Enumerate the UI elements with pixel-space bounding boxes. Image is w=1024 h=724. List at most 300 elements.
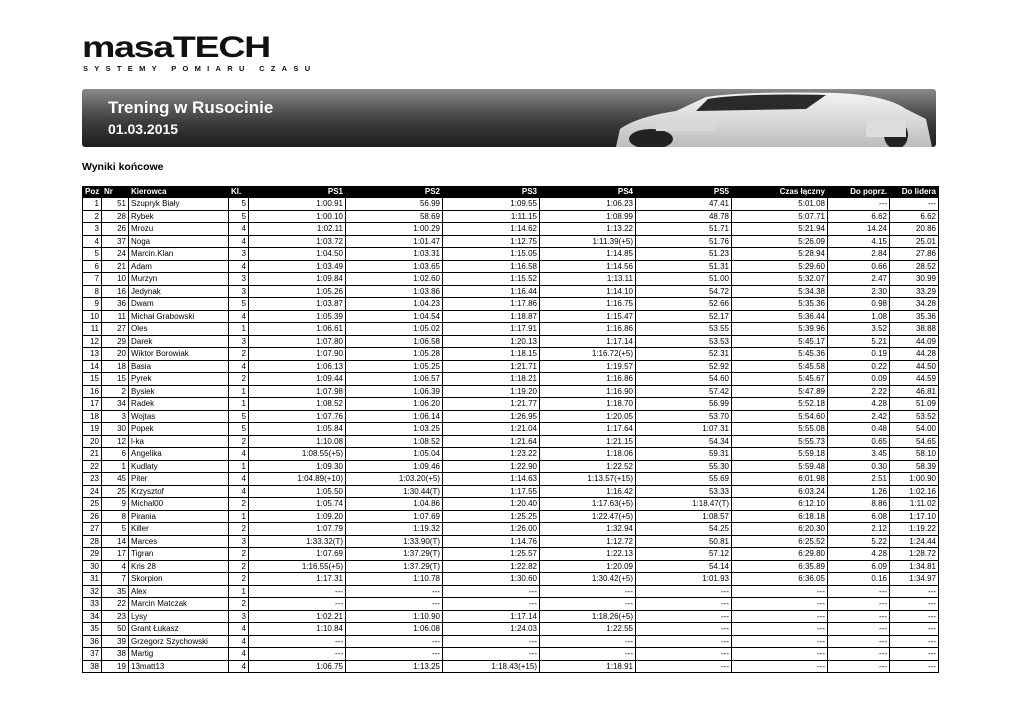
column-header-driver: Kierowca [129, 187, 229, 198]
cell-ps1: 1:02.21 [249, 610, 346, 623]
cell-nr: 18 [102, 360, 129, 373]
cell-gap-prev: 5.21 [828, 335, 890, 348]
cell-ps3: 1:14.62 [443, 223, 540, 236]
cell-ps1: 1:03.49 [249, 260, 346, 273]
cell-pos: 8 [83, 285, 102, 298]
cell-ps1: 1:07.90 [249, 348, 346, 361]
cell-ps5: 54.34 [636, 435, 732, 448]
cell-pos: 23 [83, 473, 102, 486]
cell-gap-prev: 0.09 [828, 373, 890, 386]
cell-pos: 25 [83, 498, 102, 511]
cell-ps5: --- [636, 648, 732, 661]
cell-ps4: 1:17.64 [540, 423, 636, 436]
cell-total-time: 6:03.24 [732, 485, 828, 498]
cell-total-time: --- [732, 648, 828, 661]
cell-ps4: 1:16.75 [540, 298, 636, 311]
cell-driver: Popek [129, 423, 229, 436]
cell-driver: Grzegorz Szychowski [129, 635, 229, 648]
cell-total-time: --- [732, 660, 828, 673]
cell-class: 4 [229, 648, 249, 661]
cell-ps2: 1:05.04 [346, 448, 443, 461]
cell-ps4: 1:17.14 [540, 335, 636, 348]
cell-driver: Bysiek [129, 385, 229, 398]
cell-ps2: 1:01.47 [346, 235, 443, 248]
cell-ps3: 1:14.63 [443, 473, 540, 486]
cell-gap-prev: 6.62 [828, 210, 890, 223]
cell-total-time: 6:25.52 [732, 535, 828, 548]
cell-ps2: 1:13.25 [346, 660, 443, 673]
table-row [83, 398, 939, 411]
cell-gap-leader: 34.28 [890, 298, 939, 311]
cell-pos: 28 [83, 535, 102, 548]
cell-ps1: --- [249, 585, 346, 598]
table-row [83, 323, 939, 336]
cell-total-time: 5:32.07 [732, 273, 828, 286]
cell-nr: 30 [102, 423, 129, 436]
cell-ps2: 1:05.25 [346, 360, 443, 373]
cell-driver: Darek [129, 335, 229, 348]
cell-gap-prev: --- [828, 610, 890, 623]
cell-ps2: 1:00.29 [346, 223, 443, 236]
cell-pos: 21 [83, 448, 102, 461]
cell-ps2: 1:06.14 [346, 410, 443, 423]
cell-driver: Alex [129, 585, 229, 598]
table-row [83, 235, 939, 248]
cell-nr: 5 [102, 523, 129, 536]
cell-driver: Mrozu [129, 223, 229, 236]
cell-total-time: 6:20.30 [732, 523, 828, 536]
cell-gap-leader: 54.00 [890, 423, 939, 436]
cell-nr: 29 [102, 335, 129, 348]
cell-driver: Basia [129, 360, 229, 373]
cell-ps2: 1:03.25 [346, 423, 443, 436]
cell-nr: 22 [102, 598, 129, 611]
cell-ps2: 1:10.90 [346, 610, 443, 623]
cell-class: 1 [229, 385, 249, 398]
cell-nr: 11 [102, 310, 129, 323]
cell-gap-prev: --- [828, 648, 890, 661]
cell-pos: 29 [83, 548, 102, 561]
cell-ps4: --- [540, 635, 636, 648]
cell-nr: 20 [102, 348, 129, 361]
cell-nr: 8 [102, 510, 129, 523]
event-banner [82, 89, 936, 147]
cell-ps3: 1:16.58 [443, 260, 540, 273]
cell-ps2: 1:05.28 [346, 348, 443, 361]
cell-driver: Lysy [129, 610, 229, 623]
column-header-ps4: PS4 [540, 187, 636, 198]
event-title: Trening w Rusocinie [108, 98, 274, 117]
cell-ps2: 1:08.52 [346, 435, 443, 448]
cell-ps3: 1:22.90 [443, 460, 540, 473]
cell-class: 2 [229, 560, 249, 573]
cell-class: 4 [229, 235, 249, 248]
cell-ps3: 1:17.55 [443, 485, 540, 498]
cell-ps4: 1:22.52 [540, 460, 636, 473]
cell-ps4: 1:17.63(+5) [540, 498, 636, 511]
cell-class: 4 [229, 310, 249, 323]
cell-ps4: 1:20.09 [540, 560, 636, 573]
cell-ps1: 1:10.08 [249, 435, 346, 448]
cell-ps2: --- [346, 648, 443, 661]
cell-ps3: --- [443, 648, 540, 661]
cell-class: 1 [229, 398, 249, 411]
cell-ps4: 1:20.05 [540, 410, 636, 423]
cell-total-time: 6:36.05 [732, 573, 828, 586]
cell-driver: Killer [129, 523, 229, 536]
cell-gap-prev: 6.09 [828, 560, 890, 573]
cell-ps4: 1:15.47 [540, 310, 636, 323]
table-row [83, 285, 939, 298]
cell-gap-prev: 1.08 [828, 310, 890, 323]
table-row [83, 435, 939, 448]
cell-pos: 7 [83, 273, 102, 286]
cell-pos: 30 [83, 560, 102, 573]
cell-pos: 26 [83, 510, 102, 523]
cell-ps1: 1:05.84 [249, 423, 346, 436]
cell-driver: Grant Łukasz [129, 623, 229, 636]
cell-ps1: 1:09.44 [249, 373, 346, 386]
cell-class: 2 [229, 598, 249, 611]
cell-ps2: 1:04.86 [346, 498, 443, 511]
cell-pos: 11 [83, 323, 102, 336]
cell-total-time: 5:26.09 [732, 235, 828, 248]
cell-gap-leader: --- [890, 198, 939, 211]
cell-ps5: 59.31 [636, 448, 732, 461]
cell-pos: 3 [83, 223, 102, 236]
cell-total-time: 5:36.44 [732, 310, 828, 323]
cell-class: 5 [229, 198, 249, 211]
cell-total-time: 6:01.98 [732, 473, 828, 486]
table-row [83, 598, 939, 611]
cell-ps5: 54.14 [636, 560, 732, 573]
cell-ps2: 1:33.90(T) [346, 535, 443, 548]
cell-gap-prev: 14.24 [828, 223, 890, 236]
cell-ps4: 1:18.91 [540, 660, 636, 673]
cell-ps1: 1:33.32(T) [249, 535, 346, 548]
cell-class: 5 [229, 298, 249, 311]
cell-ps4: 1:13.22 [540, 223, 636, 236]
cell-nr: 12 [102, 435, 129, 448]
cell-driver: Adam [129, 260, 229, 273]
cell-class: 4 [229, 360, 249, 373]
cell-total-time: 5:21.94 [732, 223, 828, 236]
table-row [83, 360, 939, 373]
cell-gap-prev: 0.30 [828, 460, 890, 473]
cell-class: 3 [229, 535, 249, 548]
cell-ps4: 1:14.56 [540, 260, 636, 273]
cell-gap-prev: --- [828, 660, 890, 673]
cell-gap-prev: 8.86 [828, 498, 890, 511]
cell-gap-leader: 27.86 [890, 248, 939, 261]
cell-class: 2 [229, 435, 249, 448]
cell-pos: 19 [83, 423, 102, 436]
cell-ps3: --- [443, 635, 540, 648]
cell-total-time: 5:45.58 [732, 360, 828, 373]
table-row [83, 460, 939, 473]
column-header-gap-leader: Do lidera [890, 187, 939, 198]
cell-ps4: 1:12.72 [540, 535, 636, 548]
table-row [83, 535, 939, 548]
cell-ps2: 1:05.02 [346, 323, 443, 336]
cell-driver: Marcin Matczak [129, 598, 229, 611]
cell-ps5: 51.23 [636, 248, 732, 261]
table-row [83, 660, 939, 673]
cell-nr: 26 [102, 223, 129, 236]
cell-ps5: --- [636, 585, 732, 598]
table-row [83, 648, 939, 661]
cell-ps1: 1:07.80 [249, 335, 346, 348]
cell-gap-prev: 4.15 [828, 235, 890, 248]
cell-class: 3 [229, 285, 249, 298]
cell-gap-prev: --- [828, 635, 890, 648]
cell-ps1: 1:09.84 [249, 273, 346, 286]
cell-pos: 15 [83, 373, 102, 386]
cell-ps3: 1:22.82 [443, 560, 540, 573]
cell-class: 2 [229, 573, 249, 586]
cell-gap-leader: 1:17.10 [890, 510, 939, 523]
cell-ps3: 1:23.22 [443, 448, 540, 461]
column-header-ps1: PS1 [249, 187, 346, 198]
cell-pos: 5 [83, 248, 102, 261]
cell-ps3: 1:21.77 [443, 398, 540, 411]
cell-nr: 1 [102, 460, 129, 473]
cell-class: 2 [229, 523, 249, 536]
cell-ps5: 54.25 [636, 523, 732, 536]
cell-ps3: 1:15.52 [443, 273, 540, 286]
cell-nr: 50 [102, 623, 129, 636]
table-row [83, 410, 939, 423]
cell-ps1: 1:09.20 [249, 510, 346, 523]
cell-driver: Krzysztof [129, 485, 229, 498]
cell-driver: Tigran [129, 548, 229, 561]
cell-pos: 31 [83, 573, 102, 586]
cell-ps3: 1:16.44 [443, 285, 540, 298]
cell-ps4: 1:16.42 [540, 485, 636, 498]
cell-class: 3 [229, 335, 249, 348]
cell-gap-leader: 1:24.44 [890, 535, 939, 548]
cell-class: 3 [229, 273, 249, 286]
cell-class: 5 [229, 210, 249, 223]
table-row [83, 510, 939, 523]
cell-driver: Pyrek [129, 373, 229, 386]
column-header-nr: Nr [102, 187, 129, 198]
cell-ps3: 1:14.76 [443, 535, 540, 548]
cell-ps4: 1:06.23 [540, 198, 636, 211]
cell-nr: 25 [102, 485, 129, 498]
cell-gap-prev: 3.52 [828, 323, 890, 336]
cell-ps2: 56.99 [346, 198, 443, 211]
cell-ps1: 1:06.61 [249, 323, 346, 336]
cell-gap-leader: 46.81 [890, 385, 939, 398]
cell-driver: Dwam [129, 298, 229, 311]
cell-gap-leader: 58.10 [890, 448, 939, 461]
cell-total-time: 6:12.10 [732, 498, 828, 511]
cell-class: 4 [229, 623, 249, 636]
cell-nr: 28 [102, 210, 129, 223]
table-row [83, 473, 939, 486]
cell-ps5: 55.69 [636, 473, 732, 486]
cell-total-time: 5:07.71 [732, 210, 828, 223]
cell-ps2: 1:06.08 [346, 623, 443, 636]
cell-gap-leader: 54.65 [890, 435, 939, 448]
cell-driver: Skorpion [129, 573, 229, 586]
cell-ps5: 53.55 [636, 323, 732, 336]
cell-pos: 2 [83, 210, 102, 223]
cell-class: 1 [229, 323, 249, 336]
cell-ps5: 1:18.47(T) [636, 498, 732, 511]
cell-gap-leader: 1:19.22 [890, 523, 939, 536]
cell-pos: 35 [83, 623, 102, 636]
cell-ps5: 51.31 [636, 260, 732, 273]
cell-ps5: 52.31 [636, 348, 732, 361]
cell-class: 1 [229, 585, 249, 598]
cell-class: 1 [229, 460, 249, 473]
cell-gap-prev: 0.16 [828, 573, 890, 586]
cell-ps3: 1:26.00 [443, 523, 540, 536]
cell-ps1: 1:00.91 [249, 198, 346, 211]
cell-ps2: 1:06.20 [346, 398, 443, 411]
cell-gap-prev: 5.22 [828, 535, 890, 548]
cell-ps5: 56.99 [636, 398, 732, 411]
cell-pos: 27 [83, 523, 102, 536]
cell-ps1: --- [249, 635, 346, 648]
cell-pos: 34 [83, 610, 102, 623]
cell-ps5: --- [636, 610, 732, 623]
cell-gap-leader: 25.01 [890, 235, 939, 248]
event-date: 01.03.2015 [108, 121, 179, 137]
cell-driver: Michał Grabowski [129, 310, 229, 323]
cell-class: 2 [229, 348, 249, 361]
cell-gap-leader: 38.88 [890, 323, 939, 336]
cell-ps2: 1:03.86 [346, 285, 443, 298]
cell-ps3: 1:20.13 [443, 335, 540, 348]
cell-pos: 6 [83, 260, 102, 273]
cell-ps2: 1:30.44(T) [346, 485, 443, 498]
cell-ps5: 54.72 [636, 285, 732, 298]
cell-total-time: 5:47.89 [732, 385, 828, 398]
cell-ps3: 1:21.64 [443, 435, 540, 448]
cell-gap-prev: --- [828, 623, 890, 636]
cell-gap-prev: 2.42 [828, 410, 890, 423]
cell-ps3: 1:25.25 [443, 510, 540, 523]
cell-ps3: 1:19.20 [443, 385, 540, 398]
cell-ps1: 1:05.39 [249, 310, 346, 323]
cell-class: 4 [229, 223, 249, 236]
cell-ps3: 1:17.14 [443, 610, 540, 623]
cell-nr: 34 [102, 398, 129, 411]
cell-ps1: 1:04.89(+10) [249, 473, 346, 486]
cell-ps4: 1:13.11 [540, 273, 636, 286]
cell-ps1: 1:00.10 [249, 210, 346, 223]
cell-ps2: 1:04.23 [346, 298, 443, 311]
cell-ps2: 1:02.60 [346, 273, 443, 286]
cell-driver: Martig [129, 648, 229, 661]
cell-gap-leader: --- [890, 648, 939, 661]
cell-total-time: 5:35.36 [732, 298, 828, 311]
cell-class: 4 [229, 473, 249, 486]
cell-ps4: 1:16.86 [540, 323, 636, 336]
cell-ps1: 1:07.98 [249, 385, 346, 398]
cell-total-time: 5:45.67 [732, 373, 828, 386]
cell-nr: 10 [102, 273, 129, 286]
race-car-image [596, 89, 936, 147]
cell-gap-prev: 4.28 [828, 548, 890, 561]
cell-driver: Pirania [129, 510, 229, 523]
cell-gap-prev: --- [828, 198, 890, 211]
cell-ps1: 1:07.69 [249, 548, 346, 561]
column-header-gap-prev: Do poprz. [828, 187, 890, 198]
cell-class: 4 [229, 635, 249, 648]
cell-ps5: 1:08.57 [636, 510, 732, 523]
cell-nr: 19 [102, 660, 129, 673]
cell-gap-leader: --- [890, 585, 939, 598]
cell-pos: 37 [83, 648, 102, 661]
cell-pos: 22 [83, 460, 102, 473]
cell-nr: 14 [102, 535, 129, 548]
cell-ps2: 1:37.29(T) [346, 548, 443, 561]
table-row [83, 498, 939, 511]
cell-gap-prev: 2.84 [828, 248, 890, 261]
cell-total-time: --- [732, 635, 828, 648]
cell-ps1: --- [249, 598, 346, 611]
cell-pos: 32 [83, 585, 102, 598]
column-header-ps3: PS3 [443, 187, 540, 198]
cell-ps3: --- [443, 598, 540, 611]
cell-nr: 7 [102, 573, 129, 586]
cell-driver: Wojtas [129, 410, 229, 423]
cell-ps2: 1:10.78 [346, 573, 443, 586]
cell-class: 3 [229, 248, 249, 261]
cell-ps2: --- [346, 598, 443, 611]
cell-gap-leader: 30.99 [890, 273, 939, 286]
cell-driver: Wiktor Borowiak [129, 348, 229, 361]
cell-gap-leader: 53.52 [890, 410, 939, 423]
cell-pos: 4 [83, 235, 102, 248]
cell-ps3: 1:18.15 [443, 348, 540, 361]
column-header-total-time: Czas łączny [732, 187, 828, 198]
cell-ps5: 53.70 [636, 410, 732, 423]
cell-gap-leader: 1:00.90 [890, 473, 939, 486]
table-row [83, 248, 939, 261]
cell-gap-prev: 0.98 [828, 298, 890, 311]
cell-ps4: --- [540, 648, 636, 661]
cell-nr: 4 [102, 560, 129, 573]
cell-gap-leader: 44.59 [890, 373, 939, 386]
cell-ps1: 1:03.87 [249, 298, 346, 311]
cell-total-time: 6:29.80 [732, 548, 828, 561]
cell-class: 2 [229, 373, 249, 386]
cell-class: 2 [229, 548, 249, 561]
cell-ps4: 1:11.39(+5) [540, 235, 636, 248]
table-row [83, 260, 939, 273]
cell-pos: 1 [83, 198, 102, 211]
table-row [83, 310, 939, 323]
cell-ps4: 1:14.10 [540, 285, 636, 298]
cell-gap-prev: --- [828, 585, 890, 598]
table-row [83, 485, 939, 498]
cell-gap-prev: 6.08 [828, 510, 890, 523]
cell-ps3: 1:17.86 [443, 298, 540, 311]
cell-class: 5 [229, 423, 249, 436]
cell-nr: 24 [102, 248, 129, 261]
cell-ps1: 1:06.75 [249, 660, 346, 673]
cell-driver: Rybek [129, 210, 229, 223]
cell-gap-leader: 58.39 [890, 460, 939, 473]
cell-gap-leader: 1:28.72 [890, 548, 939, 561]
column-header-ps2: PS2 [346, 187, 443, 198]
cell-nr: 17 [102, 548, 129, 561]
